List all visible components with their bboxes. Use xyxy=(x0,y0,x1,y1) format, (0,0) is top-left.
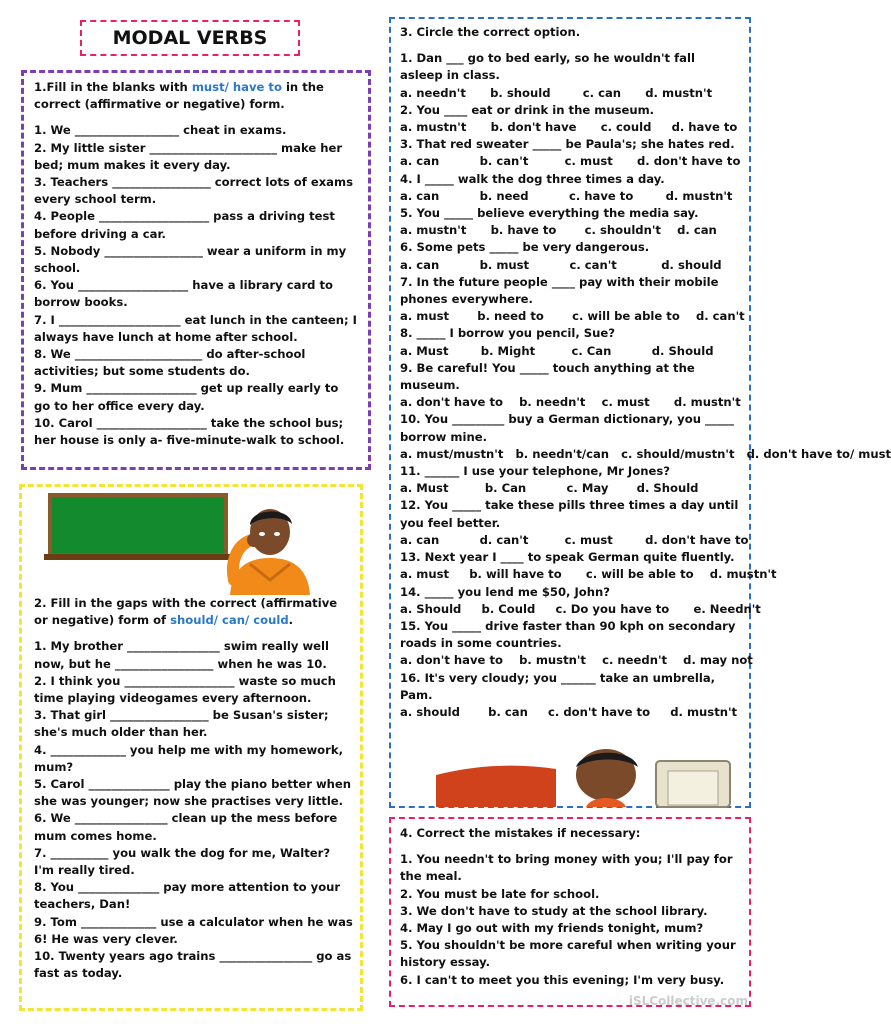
exercise-item: 2. You must be late for school. xyxy=(400,886,600,901)
exercise-item: 10. Carol ___________________ take the school bus; her house is only a- five-minute-walk to school. xyxy=(34,415,345,448)
chalkboard-ledge xyxy=(44,554,234,560)
highlight-modals: should/ can/ could xyxy=(170,613,289,628)
section-3-instruction: 3. Circle the correct option. xyxy=(400,25,581,39)
exercise-item: 7. __________ you walk the dog for me, Walter? I'm really tired. xyxy=(34,845,331,878)
exercise-item: 1. My brother ________________ swim really well now, but he _________________ when he was 10. xyxy=(34,639,329,671)
exercise-item: 8. We ______________________ do after-school activities; but some students do. xyxy=(34,347,306,379)
page-title: MODAL VERBS xyxy=(80,20,300,56)
question-stem: 15. You _____ drive faster than 90 kph on secondary roads in some countries. xyxy=(400,618,736,651)
answer-options: a. can b. need c. have to d. mustn't xyxy=(400,188,733,203)
answer-options: a. don't have to b. needn't c. must d. mustn't xyxy=(400,395,741,410)
exercise-item: 8. You ______________ pay more attention to your teachers, Dan! xyxy=(34,880,341,912)
exercise-item: 7. I _____________________ eat lunch in the canteen; I always have lunch at home after school. xyxy=(34,312,357,344)
exercise-item: 1. We __________________ cheat in exams. xyxy=(34,123,287,138)
question-stem: 8. _____ I borrow you pencil, Sue? xyxy=(400,326,615,341)
computer-boy-illustration xyxy=(436,745,736,807)
answer-options: a. should b. can c. don't have to d. mustn't xyxy=(400,704,738,719)
answer-options: a. don't have to b. mustn't c. needn't d. may not xyxy=(400,653,753,668)
exercise-item: 6. We ________________ clean up the mess before mum comes home. xyxy=(34,811,338,843)
exercise-item: 3. That girl _________________ be Susan's sister; she's much older than her. xyxy=(34,708,329,740)
answer-options: a. Must b. Might c. Can d. Should xyxy=(400,343,714,358)
exercise-item: 2. I think you ___________________ waste so much time playing videogames every afternoon. xyxy=(34,673,336,706)
section-4-instruction: 4. Correct the mistakes if necessary: xyxy=(400,826,641,840)
section-1-instruction: 1.Fill in the blanks with must/ have to in the correct (affirmative or negative) form. xyxy=(34,80,324,112)
exercise-item: 5. You shouldn't be more careful when writing your history essay. xyxy=(400,938,736,970)
section-4-box xyxy=(389,817,751,1007)
exercise-item: 6. You ___________________ have a library card to borrow books. xyxy=(34,278,334,310)
answer-options: a. Must b. Can c. May d. Should xyxy=(400,481,699,496)
question-stem: 6. Some pets _____ be very dangerous. xyxy=(400,240,650,255)
answer-options: a. Should b. Could c. Do you have to e. Needn't xyxy=(400,601,761,616)
answer-options: a. mustn't b. have to c. shouldn't d. can xyxy=(400,223,717,238)
answer-options: a. must b. will have to c. will be able to d. mustn't xyxy=(400,567,777,582)
answer-options: a. must b. need to c. will be able to d. can't xyxy=(400,309,745,324)
question-stem: 9. Be careful! You _____ touch anything at the museum. xyxy=(400,360,695,393)
answer-options: a. mustn't b. don't have c. could d. have to xyxy=(400,120,738,135)
exercise-item: 4. May I go out with my friends tonight, mum? xyxy=(400,921,704,936)
thinking-boy-illustration xyxy=(210,500,330,600)
exercise-item: 5. Carol ______________ play the piano better when she was younger; now she practises very little. xyxy=(34,777,352,809)
section-3-box xyxy=(389,17,891,808)
question-stem: 16. It's very cloudy; you ______ take an umbrella, Pam. xyxy=(400,670,716,702)
answer-options: a. can d. can't c. must d. don't have to xyxy=(400,532,749,547)
section-1-box xyxy=(21,70,371,470)
chalkboard-illustration xyxy=(48,493,228,557)
exercise-item: 4. _____________ you help me with my homework, mum? xyxy=(34,742,343,774)
exercise-item: 6. I can't to meet you this evening; I'm very busy. xyxy=(400,972,725,987)
exercise-item: 1. You needn't to bring money with you; I'll pay for the meal. xyxy=(400,852,733,884)
question-stem: 11. ______ I use your telephone, Mr Jones? xyxy=(400,464,670,479)
exercise-item: 3. Teachers _________________ correct lots of exams every school term. xyxy=(34,175,353,207)
question-stem: 3. That red sweater _____ be Paula's; she hates red. xyxy=(400,137,735,152)
answer-options: a. can b. must c. can't d. should xyxy=(400,257,722,272)
answer-options: a. needn't b. should c. can d. mustn't xyxy=(400,85,713,100)
watermark: iSLCollective.com xyxy=(628,994,748,1008)
answer-options: a. must/mustn't b. needn't/can c. should/mustn't d. don't have to/ must xyxy=(400,446,891,461)
exercise-item: 2. My little sister ______________________ make her bed; mum makes it every day. xyxy=(34,140,343,172)
section-2-instruction: 2. Fill in the gaps with the correct (affirmative or negative) form of should/ can/ could. xyxy=(34,596,338,628)
question-stem: 12. You _____ take these pills three times a day until you feel better. xyxy=(400,498,739,530)
exercise-item: 4. People ___________________ pass a driving test before driving a car. xyxy=(34,209,335,241)
question-stem: 1. Dan ___ go to bed early, so he wouldn't fall asleep in class. xyxy=(400,51,695,83)
question-stem: 4. I _____ walk the dog three times a day. xyxy=(400,171,665,186)
highlight-modals: must/ have to xyxy=(191,80,282,94)
answer-options: a. can b. can't c. must d. don't have to xyxy=(400,154,741,169)
exercise-item: 5. Nobody _________________ wear a uniform in my school. xyxy=(34,243,347,276)
exercise-item: 3. We don't have to study at the school library. xyxy=(400,903,708,918)
question-stem: 2. You ____ eat or drink in the museum. xyxy=(400,102,655,117)
question-stem: 7. In the future people ____ pay with their mobile phones everywhere. xyxy=(400,274,719,307)
question-stem: 5. You _____ believe everything the media say. xyxy=(400,206,699,221)
exercise-item: 9. Mum ___________________ get up really early to go to her office every day. xyxy=(34,381,339,413)
exercise-item: 9. Tom _____________ use a calculator when he was 6! He was very clever. xyxy=(34,914,353,946)
question-stem: 14. _____ you lend me $50, John? xyxy=(400,584,610,599)
question-stem: 10. You _________ buy a German dictionary, you _____ borrow mine. xyxy=(400,412,734,444)
exercise-item: 10. Twenty years ago trains ________________ go as fast as today. xyxy=(34,949,352,981)
question-stem: 13. Next year I ____ to speak German quite fluently. xyxy=(400,550,735,565)
